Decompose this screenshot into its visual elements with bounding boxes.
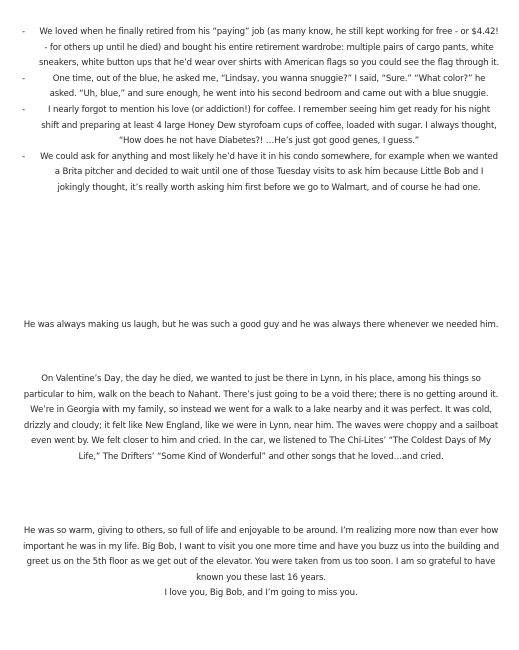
paragraph-valentines-day: On Valentine’s Day, the day he died, we wanted to just be there in Lynn, in his place, among his things so particular to him, walk on the beach to Nahant. There’s just going to be a void there; there is no getting around it. We’re in Georgia with my family, so instead we went for a walk to a lake nearby and it was perfect. It was cold, drizzly and cloudy; it felt like New England, like we were in Lynn, near him. The waves were choppy and a sailboat even went by. We felt closer to him and cried. In the car, we listened to The Chi-Lites’ “The Coldest Days of My Life,” The Drifters’ “Some Kind of Wonderful” and other songs that he loved…and cried. <box>23 374 499 462</box>
bullet-dash: - <box>22 104 25 115</box>
bullet-text: We loved when he finally retired from his “paying” job (as many know, he still kept working for free - or $4.42! - for others up until he died) and bought his entire retirement wardrobe: multiple pairs of cargo pants, white sneakers, white button ups that he’d wear over shirts with American flags so you could see the flag through it. <box>38 27 500 69</box>
bullet-dash: - <box>22 27 25 37</box>
paragraph-always-there: He was always making us laugh, but he was such a good guy and he was always there whenever we needed him. <box>23 320 499 330</box>
memory-bullet-retirement <box>22 25 500 72</box>
memory-bullet-snuggie <box>22 72 500 103</box>
bullet-dash: - <box>22 151 25 162</box>
bullet-text: One time, out of the blue, he asked me, “Lindsay, you wanna snuggie?” I said, “Sure.” “What color?” he asked. “Uh, blue,” and sure enough, he went into his second bedroom and came out with a blue snuggie. <box>49 73 489 100</box>
farewell-line: I love you, Big Bob, and I’m going to miss you. <box>164 588 358 599</box>
memory-bullet-coffee <box>22 103 500 150</box>
closing-text: He was so warm, giving to others, so full of life and enjoyable to be around. I’m realizing more now than ever how important he was in my life. Big Bob, I want to visit you one more time and have you buzz us into the building and greet us on the 5th floor as we get out of the elevator. You were taken from us too soon. I am so grateful to have known you these last 16 years. <box>22 526 500 583</box>
bullet-text: We could ask for anything and most likely he’d have it in his condo somewhere, for example when we wanted a Brita pitcher and decided to wait until one of those Tuesday visits to ask him because Little Bob and I jokingly thought, it’s really worth asking him first before we go to Walmart, and of course he had one. <box>40 151 498 193</box>
bullet-dash: - <box>22 73 25 84</box>
memory-bullet-brita <box>22 150 500 197</box>
bullet-text: I nearly forgot to mention his love (or addiction!) for coffee. I remember seeing him get ready for his night shift and preparing at least 4 large Honey Dew styrofoam cups of coffee, loaded with sugar. I always thought, “How does he not have Diabetes?! …He’s just got good genes, I guess.” <box>41 104 497 147</box>
paragraph-closing <box>22 524 500 602</box>
memory-bullet-list <box>22 25 500 197</box>
